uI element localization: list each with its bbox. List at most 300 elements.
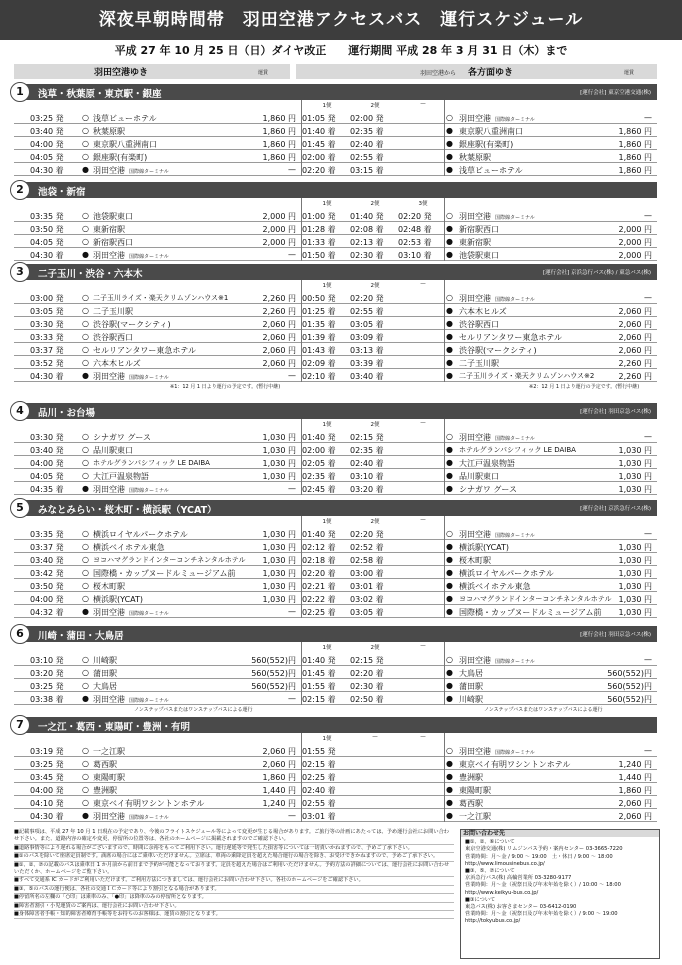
contact-line: ■①、②、⑥について [465,839,515,846]
stop-name: 銀座駅(有楽町) [459,139,514,149]
fare: 1,860 円 [262,139,296,149]
route-note: ノンステップバスまたはワンステップバスによる運行 [484,707,603,713]
depart-time: 03:50 発 [30,224,64,234]
bin2-time: 02:52 着 [350,542,384,552]
fare: 2,060 円 [262,746,296,756]
bin2-time: 03:20 着 [350,484,384,494]
depart-time: 03:40 発 [30,555,64,565]
table-row [14,553,657,566]
stop-marker: ● [446,541,453,551]
stop-name: 羽田空港 国際線ターミナル [93,694,169,704]
route-operator: [運行会社] 京浜急行バス(株) [580,506,651,512]
stop-marker: ● [446,370,453,380]
stop-name: 渋谷駅(マークシティ) [93,319,171,329]
footnotes [14,829,454,919]
bin1-time: 01:35 着 [302,319,336,329]
table-row [14,248,657,261]
fare: 1,240 円 [262,798,296,808]
stop-marker: ○ [82,210,89,220]
depart-time: 03:42 発 [30,568,64,578]
contact-heading: お問い合わせ先 [461,830,659,837]
contact-line: http://www.keikyu-bus.co.jp/ [465,889,539,896]
bin1-time: 01:40 発 [302,432,336,442]
stop-name: 国際橋・カップヌードルミュージアム前 [459,607,602,617]
stop-marker: ○ [82,654,89,664]
depart-time: 03:52 発 [30,358,64,368]
fare: 2,060 円 [262,759,296,769]
fare: 1,860 円 [262,126,296,136]
bin-label: — [420,101,426,107]
stop-marker: ○ [82,223,89,233]
stop-name: 東京ベイ有明ワシントンホテル [93,798,205,808]
stop-marker: ○ [82,331,89,341]
stop-marker: ○ [82,457,89,467]
bin1-time: 01:55 着 [302,681,336,691]
fare: — [288,370,296,380]
depart-time: 03:30 発 [30,432,64,442]
fare: — [644,210,652,220]
stop-name: 羽田空港 国際線ターミナル [93,811,169,821]
table-row [14,796,657,809]
route-section [14,500,657,618]
stop-marker: ○ [82,305,89,315]
stop-marker: ● [446,667,453,677]
column-divider [444,516,445,618]
fare: — [644,112,652,122]
stop-name: 羽田空港 国際線ターミナル [93,371,169,381]
fare: — [644,745,652,755]
stop-name: 桜木町駅 [459,555,491,565]
stop-marker: ● [82,164,89,174]
depart-time: 03:50 発 [30,581,64,591]
bin2-time: 02:55 着 [350,306,384,316]
fare: 560(552)円 [251,668,296,678]
table-row [14,783,657,796]
depart-time: 04:00 発 [30,785,64,795]
bin2-time: 02:08 着 [350,224,384,234]
depart-time: 04:30 着 [30,250,64,260]
bin2-time: 03:10 着 [350,471,384,481]
stop-name: 東新宿駅 [93,224,125,234]
depart-time: 04:10 発 [30,798,64,808]
fare: — [288,693,296,703]
bin1-time: 01:45 着 [302,668,336,678]
stop-marker: ○ [82,357,89,367]
bin1-time: 01:55 発 [302,746,336,756]
stop-name: 羽田空港 国際線ターミナル [459,211,535,221]
stop-name: 横浜駅(YCAT) [93,594,144,604]
stop-name: ヨコハマグランドインターコンチネンタルホテル [459,594,612,603]
bin2-time: 02:55 着 [350,152,384,162]
stop-terminal: 国際線ターミナル [129,610,169,617]
fare: 2,060 円 [618,811,652,821]
stop-marker: ○ [82,318,89,328]
route-title: 一之江・葛西・東陽町・豊洲・有明 [38,722,191,733]
fare: 1,030 円 [618,568,652,578]
depart-time: 04:30 着 [30,811,64,821]
stop-marker: ● [446,680,453,690]
table-row [14,124,657,137]
stop-marker: ○ [82,431,89,441]
depart-time: 04:30 着 [30,371,64,381]
bin1-time: 02:45 着 [302,484,336,494]
bin-label: 2便 [370,283,380,289]
fare: 1,030 円 [618,555,652,565]
bin1-time: 02:55 着 [302,798,336,808]
stop-marker: ● [82,370,89,380]
fare: — [288,249,296,259]
fare: 1,030 円 [262,594,296,604]
route-title: 品川・お台場 [38,408,96,419]
depart-time: 03:33 発 [30,332,64,342]
stop-marker: ○ [82,680,89,690]
bin1-time: 01:40 発 [302,655,336,665]
stop-marker: ● [446,693,453,703]
fare: 1,030 円 [262,471,296,481]
stop-marker: ○ [82,771,89,781]
depart-time: 03:40 発 [30,126,64,136]
fare: — [288,483,296,493]
bin1-time: 01:40 発 [302,529,336,539]
contact-line: 東急バス(株) お客さまセンター 03-6412-0190 [465,904,577,911]
fare: 1,030 円 [618,471,652,481]
depart-time: 04:35 着 [30,484,64,494]
fare: 2,060 円 [618,798,652,808]
bin-label: — [420,517,426,523]
stop-marker: ○ [82,470,89,480]
table-row [14,605,657,618]
bin2-time: 03:40 着 [350,371,384,381]
contact-line: ■③、⑤、⑦について [465,868,515,875]
depart-time: 04:05 発 [30,471,64,481]
stop-name: 羽田空港 国際線ターミナル [459,655,535,665]
stop-terminal: 国際線ターミナル [129,814,169,821]
right-column-title: 各方面ゆき [468,68,514,78]
bin1-time: 02:15 着 [302,694,336,704]
table-row [14,317,657,330]
bin2-time: 03:02 着 [350,594,384,604]
fare: 2,000 円 [618,237,652,247]
depart-time: 03:25 発 [30,681,64,691]
stop-name: 羽田空港 国際線ターミナル [459,113,535,123]
route-operator: [運行会社] 東京空港交通(株) [580,90,651,96]
bin-label: — [420,281,426,287]
bin-label: 1便 [322,103,332,109]
bin2-time: 03:09 着 [350,332,384,342]
stop-name: 大鳥居 [459,668,483,678]
table-row [14,304,657,317]
bin2-time: 02:58 着 [350,555,384,565]
fare: 1,030 円 [262,445,296,455]
stop-name: 羽田空港 国際線ターミナル [93,165,169,175]
fare: 2,060 円 [618,306,652,316]
bin1-time: 02:09 着 [302,358,336,368]
footnote-item: ■①のバスを除いて座席定員制です。満席の場合にはご乗車いただけません。立席は、車両の乗降定員を超えた場合運行の場合を除き、お受けできかねますので、予めご了承下さい。 [14,853,454,861]
fare: 1,030 円 [262,458,296,468]
fare: 1,030 円 [618,445,652,455]
stop-name: 横浜ベイホテル東急 [93,542,165,552]
fare: — [288,606,296,616]
fare: 560(552)円 [607,668,652,678]
fare: — [288,810,296,820]
bin-label: — [420,643,426,649]
table-row [14,540,657,553]
column-divider [301,516,302,618]
route-title: 浅草・秋葉原・東京駅・銀座 [38,89,162,100]
bin3-time: 02:20 発 [398,211,432,221]
bin-label: — [420,420,426,426]
fare: 1,860 円 [262,772,296,782]
stop-marker: ● [82,810,89,820]
stop-name: 品川駅東口 [459,471,499,481]
fare: 2,000 円 [618,250,652,260]
fare: 1,240 円 [618,759,652,769]
fare: 2,260 円 [618,358,652,368]
table-row [14,809,657,822]
column-divider [301,198,302,261]
stop-marker: ○ [82,554,89,564]
fare: 1,030 円 [618,594,652,604]
right-column-fare-label: 運賃 [624,70,635,76]
bin1-time: 02:12 着 [302,542,336,552]
bin2-time: 02:35 着 [350,445,384,455]
stop-name: 大鳥居 [93,681,117,691]
stop-marker: ● [446,344,453,354]
stop-name: 豊洲駅 [459,772,483,782]
table-row [14,150,657,163]
stop-marker: ○ [446,292,453,302]
footnote-item: ■障害者割引・小児運賃のご案内は、運行会社にお問い合わせ下さい。 [14,903,454,911]
fare: 2,260 円 [262,293,296,303]
stop-marker: ● [82,483,89,493]
route-number: 1 [10,82,30,102]
bin1-time: 01:45 着 [302,139,336,149]
depart-time: 03:25 発 [30,113,64,123]
fare: 2,000 円 [262,237,296,247]
depart-time: 03:35 発 [30,211,64,221]
bin1-time: 03:01 着 [302,811,336,821]
stop-name: 渋谷駅西口 [93,332,133,342]
bin-label: 1便 [322,645,332,651]
fare: — [288,164,296,174]
route-number: 5 [10,498,30,518]
footnote-item: ■すべて交通系 IC カードがご利用いただけます。ご利用方法につきましては、運行会社にお問い合わせ下さい。各社のホームページをご確認下さい。 [14,877,454,885]
stop-marker: ○ [82,138,89,148]
depart-time: 03:37 発 [30,345,64,355]
stop-name: 東陽町駅 [93,772,125,782]
stop-marker: ● [446,357,453,367]
bin2-time: 02:00 発 [350,113,384,123]
stop-terminal: 国際線ターミナル [129,487,169,494]
depart-time: 03:38 着 [30,694,64,704]
stop-marker: ● [446,606,453,616]
depart-time: 03:30 発 [30,319,64,329]
left-column-header [14,64,290,79]
bin1-time: 02:20 着 [302,568,336,578]
fare: 1,030 円 [618,458,652,468]
fare: 1,860 円 [618,152,652,162]
stop-name: 品川駅東口 [93,445,133,455]
footnote-item: ■①、②、⑦の記載のバスは乗車日 1 か月前から前日まで予約が可能となっております。定員を超えた場合はご利用いただけません。予約方法の詳細については、運行会社にお問い合わせいただくか、ホームページをご覧下さい。 [14,862,454,878]
stop-marker: ○ [82,567,89,577]
stop-name: 秋葉原駅 [93,126,125,136]
bin2-time: 02:50 着 [350,694,384,704]
fare: 560(552)円 [251,655,296,665]
bin-label: 2便 [370,103,380,109]
stop-name: 二子玉川駅 [93,306,133,316]
stop-name: 横浜ロイヤルパークホテル [459,568,554,578]
stop-marker: ● [446,483,453,493]
stop-terminal: 国際線ターミナル [495,532,535,539]
contact-line: ■③について [465,896,496,903]
bin-label: 2便 [370,422,380,428]
fare: — [644,431,652,441]
stop-name: 国際橋・カップヌードルミュージアム前 [93,568,236,578]
fare: 1,030 円 [262,529,296,539]
bin2-time: 02:20 着 [350,668,384,678]
right-column-pre: 羽田空港から [420,70,457,77]
route-operator: [運行会社] 羽田京急バス(株) [580,632,651,638]
stop-marker: ● [446,771,453,781]
table-row [14,209,657,222]
page-title: 深夜早朝時間帯 羽田空港アクセスバス 運行スケジュール [98,10,584,30]
route-header [14,500,657,516]
depart-time: 03:00 発 [30,293,64,303]
fare: 1,860 円 [262,113,296,123]
fare: 1,860 円 [618,785,652,795]
table-row [14,757,657,770]
stop-marker: ○ [446,654,453,664]
depart-time: 04:30 着 [30,165,64,175]
fare: 1,030 円 [262,432,296,442]
stop-marker: ○ [446,528,453,538]
stop-name: 秋葉原駅 [459,152,491,162]
stop-marker: ○ [82,758,89,768]
stop-terminal: 国際線ターミナル [495,658,535,665]
stop-marker: ○ [82,344,89,354]
stop-name: 大江戸温泉物語 [459,458,515,468]
bin1-time: 00:50 発 [302,293,336,303]
column-divider [444,198,445,261]
route-header [14,717,657,733]
fare: 2,000 円 [618,224,652,234]
bin-label: 2便 [370,201,380,207]
stop-marker: ● [446,151,453,161]
fare: 560(552)円 [251,681,296,691]
stop-terminal: 国際線ターミナル [495,214,535,221]
bin2-time: 02:20 発 [350,293,384,303]
depart-time: 04:05 発 [30,152,64,162]
depart-time: 03:10 発 [30,655,64,665]
footnote-item: ■③、⑤のバスの運行便は、各社の交通ＩＣカード等により割引となる場合があります。 [14,886,454,894]
fare: 560(552)円 [607,681,652,691]
stop-marker: ● [446,797,453,807]
bin1-time: 02:35 着 [302,471,336,481]
stop-marker: ● [446,444,453,454]
stop-marker: ● [446,810,453,820]
column-divider [301,642,302,705]
stop-name: シナガワ グース [93,432,151,442]
route-operator: [運行会社] 京浜急行バス(株) / 東急バス(株) [543,270,651,276]
bin1-time: 01:25 着 [302,306,336,316]
table-row [14,163,657,176]
stop-marker: ● [446,784,453,794]
depart-time: 03:19 発 [30,746,64,756]
fare: 1,030 円 [262,568,296,578]
bin2-time: 02:35 着 [350,126,384,136]
stop-marker: ○ [82,444,89,454]
table-row [14,456,657,469]
bin1-time: 02:22 着 [302,594,336,604]
stop-name: 二子玉川ライズ・楽天クリムゾンハウス※1 [93,293,229,302]
stop-marker: ● [446,125,453,135]
stop-marker: ● [446,593,453,603]
table-row [14,469,657,482]
depart-time: 03:05 発 [30,306,64,316]
fare: 2,060 円 [262,319,296,329]
stop-name: 浅草ビューホテル [459,165,523,175]
stop-terminal: 国際線ターミナル [495,749,535,756]
stop-name: ホテルグランパシフィック LE DAIBA [459,445,576,454]
table-row [14,369,657,382]
fare: 2,000 円 [262,211,296,221]
bin2-time: 02:40 着 [350,139,384,149]
bin2-time: 03:39 着 [350,358,384,368]
column-divider [444,280,445,382]
table-row [14,482,657,495]
stop-name: シナガワ グース [459,484,517,494]
table-row [14,566,657,579]
stop-marker: ○ [82,112,89,122]
bin1-time: 02:10 着 [302,371,336,381]
stop-marker: ○ [82,292,89,302]
depart-time: 04:00 発 [30,458,64,468]
table-row [14,111,657,124]
bin2-time: 02:13 着 [350,237,384,247]
fare: 2,260 円 [618,371,652,381]
stop-name: 羽田空港 国際線ターミナル [93,250,169,260]
route-title: 川崎・蒲田・大鳥居 [38,631,124,642]
stop-name: ホテルグランパシフィック LE DAIBA [93,458,210,467]
column-divider [301,733,302,822]
bin1-time: 01:50 着 [302,250,336,260]
stop-marker: ● [446,305,453,315]
bin2-time: 02:30 着 [350,681,384,691]
table-row [14,222,657,235]
depart-time: 04:05 発 [30,237,64,247]
bin3-time: 03:10 着 [398,250,432,260]
stop-name: 東京駅八重洲南口 [459,126,523,136]
bin2-time: 03:05 着 [350,319,384,329]
bin1-time: 01:40 着 [302,126,336,136]
page-subtitle: 平成 27 年 10 月 25 日（日）ダイヤ改正 運行期間 平成 28 年 3 月 31 日（木）まで [114,44,568,57]
fare: 2,060 円 [618,345,652,355]
depart-time: 04:00 発 [30,139,64,149]
bin2-time: 02:20 発 [350,529,384,539]
contact-line: http://tokyubus.co.jp/ [465,918,521,925]
stop-marker: ● [446,457,453,467]
stop-name: セルリアンタワー東急ホテル [93,345,196,355]
stop-name: 横浜駅(YCAT) [459,542,510,552]
fare: 1,860 円 [262,152,296,162]
bin2-time: 02:30 着 [350,250,384,260]
stop-name: 羽田空港 国際線ターミナル [459,432,535,442]
table-row [14,343,657,356]
route-section [14,403,657,495]
footnote-item: ■身体障害者手帳・知的障害者療育手帳等をお持ちのお客様は、運賃の割引となります。 [14,911,454,919]
table-row [14,356,657,369]
route-title: みなとみらい・桜木町・横浜駅（YCAT） [38,505,217,516]
